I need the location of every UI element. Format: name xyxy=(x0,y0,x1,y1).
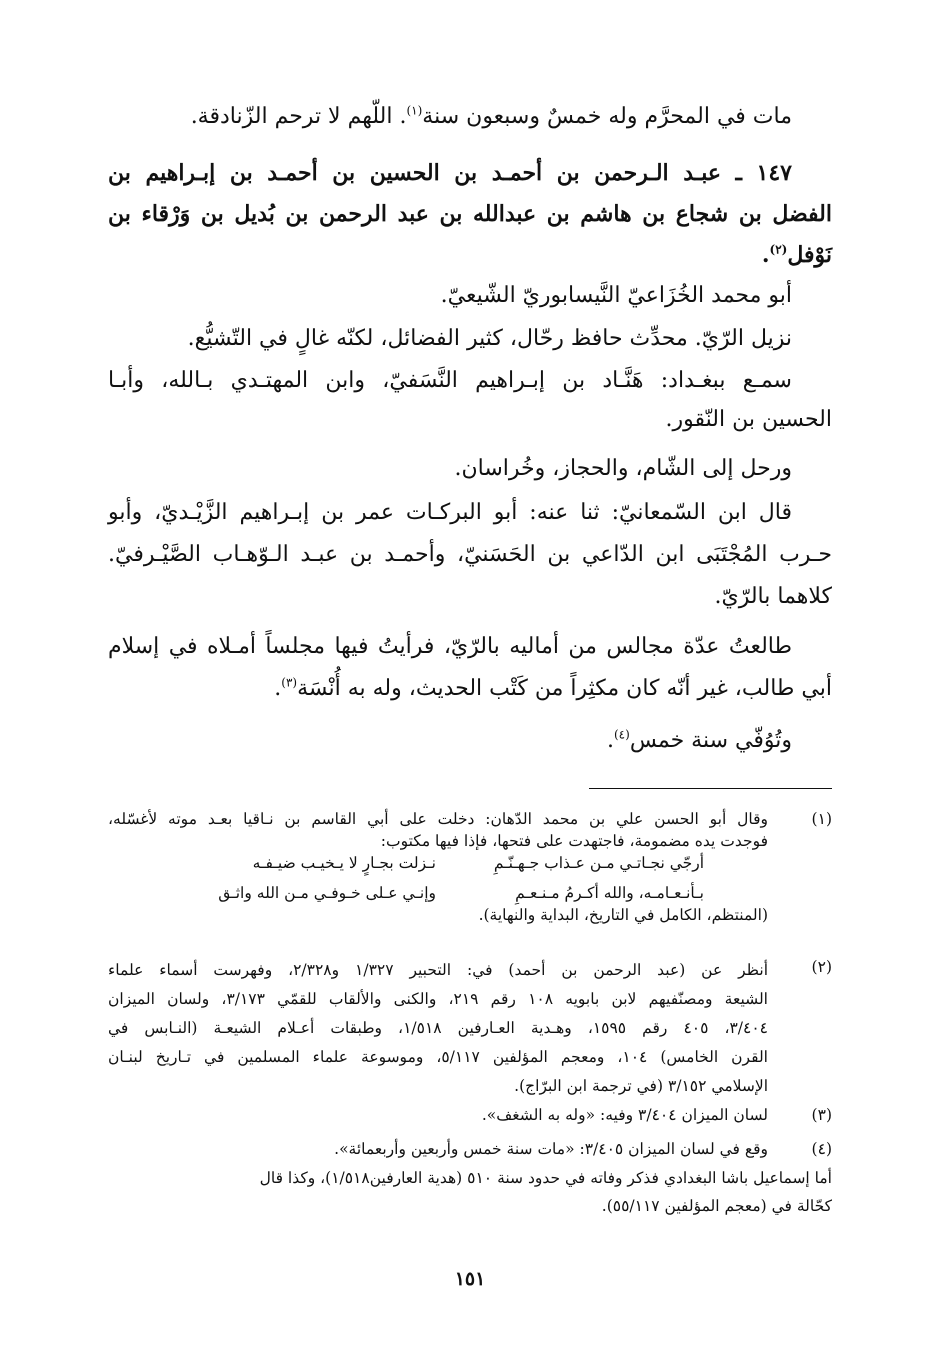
footnote-line: القرن الخامس) ١٠٤، ومعجم المؤلفين ٥/١١٧، وموسوعة علماء المسلمين في تـاريخ لبنـان xyxy=(108,1048,768,1066)
page-number: ١٥١ xyxy=(454,1268,486,1290)
entry-heading: ١٤٧ ـ عبـد الـرحمن بن أحمـد بن الحسين بن أحمـد بن إبـراهيم بن xyxy=(108,160,792,186)
text-line xyxy=(108,728,832,753)
footnote-line: أما إسماعيل باشا البغدادي فذكر وفاته في حدود سنة ٥١٠ (هدية العارفين١/٥١٨)، وكذا قال xyxy=(259,1169,832,1187)
verse-hemistich: بـأنـعـامـه، والله أكـرمُ مـنـعـمِ xyxy=(515,884,704,902)
poem-verse xyxy=(108,882,768,904)
entry-heading-cont xyxy=(108,242,832,268)
footnote-3 xyxy=(108,1104,832,1126)
text: وتُوُفّي سنة خمس xyxy=(629,728,792,753)
footnote-line: وقع في لسان الميزان ٣/٤٠٥: «مات سنة خمس وأربعين وأربعمائة». xyxy=(334,1140,768,1158)
footnote-1 xyxy=(108,808,832,926)
footnote-number: (٤) xyxy=(811,1140,832,1158)
text-line: قال ابن السّمعانيّ: ثنا عنه: أبو البركـات عمر بن إبـراهيم الزَّيْـديّ، وأبو xyxy=(108,500,792,525)
footnote-ref[interactable]: (١) xyxy=(406,103,423,118)
footnote-separator xyxy=(589,788,832,789)
footnote-ref[interactable]: (٣) xyxy=(281,675,298,690)
text: أبي طالب، غير أنّه كان مكثِراً من كَتْب الحديث، وله به أُنْسَة xyxy=(297,676,832,701)
footnote-ref[interactable]: (٢) xyxy=(769,242,788,257)
kunya-line: أبو محمد الخُزَاعيّ النَّيسابوريّ الشّيعيّ. xyxy=(440,283,792,308)
text-line xyxy=(108,104,832,129)
text-line: حـرب المُجْتَبَى ابن الدّاعي بن الحَسَنيّ، وأحمـد بن عبـد الـوّهـاب الصَّيْـرفيّ. xyxy=(108,542,832,567)
text: . xyxy=(761,242,770,268)
text: . xyxy=(274,676,282,701)
text-line: نزيل الرّيّ. محدِّث حافظ رحّال، كثير الفضائل، لكنّه غالٍ في التّشيُّع. xyxy=(187,326,792,351)
verse-hemistich: أرجّي نجـاتـي مـن عـذاب جـهـنّـمِ xyxy=(493,854,704,872)
text-line: الحسين بن النّقور. xyxy=(665,407,832,432)
footnote-line: ٣/٤٠٤، ٤٠٥ رقم ١٥٩٥، وهـدية العـارفين ١/٥١٨، وطبقات أعـلام الشيعـة (النـابس في xyxy=(108,1019,768,1037)
verse-hemistich: وإنـي عـلى خـوفـي مـن الله واثـق xyxy=(218,884,436,902)
footnote-number: (٣) xyxy=(811,1106,832,1124)
footnote-line: لسان الميزان ٣/٤٠٤ وفيه: «وله به الشغف». xyxy=(481,1106,768,1124)
entry-heading-cont: الفضل بن شجاع بن هاشم بن عبدالله بن عبد الرحمن بن بُديل بن وَرْقاء بن xyxy=(108,201,832,227)
poem-verse xyxy=(108,852,768,874)
text: . اللّهم لا ترحم الزّنادقة. xyxy=(190,104,407,129)
text-line: كلاهما بالرّيّ. xyxy=(714,584,832,609)
text: مات في المحرَّم وله خمسٌ وسبعون سنة xyxy=(422,104,792,129)
text-line: سمـع ببغـداد: هَنَّـاد بن إبـراهيم النَّسَفيّ، وابن المهتـدي بـالله، وأبـا xyxy=(108,368,792,393)
footnote-4-cont xyxy=(108,1164,832,1220)
footnote-4 xyxy=(108,1138,832,1160)
verse-hemistich: نـزلت بجـارٍ لا يـخيـب ضيـفـه xyxy=(252,854,436,872)
text: نَوْفل xyxy=(787,242,832,268)
footnote-number: (١) xyxy=(811,810,832,828)
text-line: ورحل إلى الشّام، والحجاز، وخُراسان. xyxy=(454,456,792,481)
text-line: طالعتُ عدّة مجالس من أماليه بالرّيّ، فرأيتُ فيها مجلساً أمـلاه في إسلام xyxy=(108,634,792,659)
footnote-ref[interactable]: (٤) xyxy=(613,727,630,742)
footnote-line: فوجدت يده مضمومة، فاجتهدت على فتحها، فإذا فيها مكتوب: xyxy=(380,832,768,850)
footnote-number: (٢) xyxy=(811,958,832,976)
footnote-line: الشيعة ومصنّفيهم لابن بابويه ١٠٨ رقم ٢١٩، والكنى والألقاب للقمّي ٣/١٧٣، ولسان الميزان xyxy=(108,990,768,1008)
footnote-2 xyxy=(108,956,832,1101)
text: . xyxy=(606,728,614,753)
footnote-line: أنظر عن (عبد الرحمن بن أحمد) في: التحبير ١/٣٢٧ و٢/٣٢٨، وفهرست أسماء علماء xyxy=(108,961,768,979)
footnote-line: (المنتظم، الكامل في التاريخ، البداية والنهاية). xyxy=(478,906,768,924)
text-line xyxy=(108,676,832,701)
footnote-line: الإسلامي ٣/١٥٢ (في ترجمة ابن البرّاج). xyxy=(514,1077,768,1095)
footnote-line: كحّالة في (معجم المؤلفين ٥٥/١١٧). xyxy=(601,1197,832,1215)
footnote-line: وقال أبو الحسن علي بن محمد الدّهان: دخلت على أبي القاسم بن نـاقيا بعـد موته لأغسّله، xyxy=(108,810,768,828)
